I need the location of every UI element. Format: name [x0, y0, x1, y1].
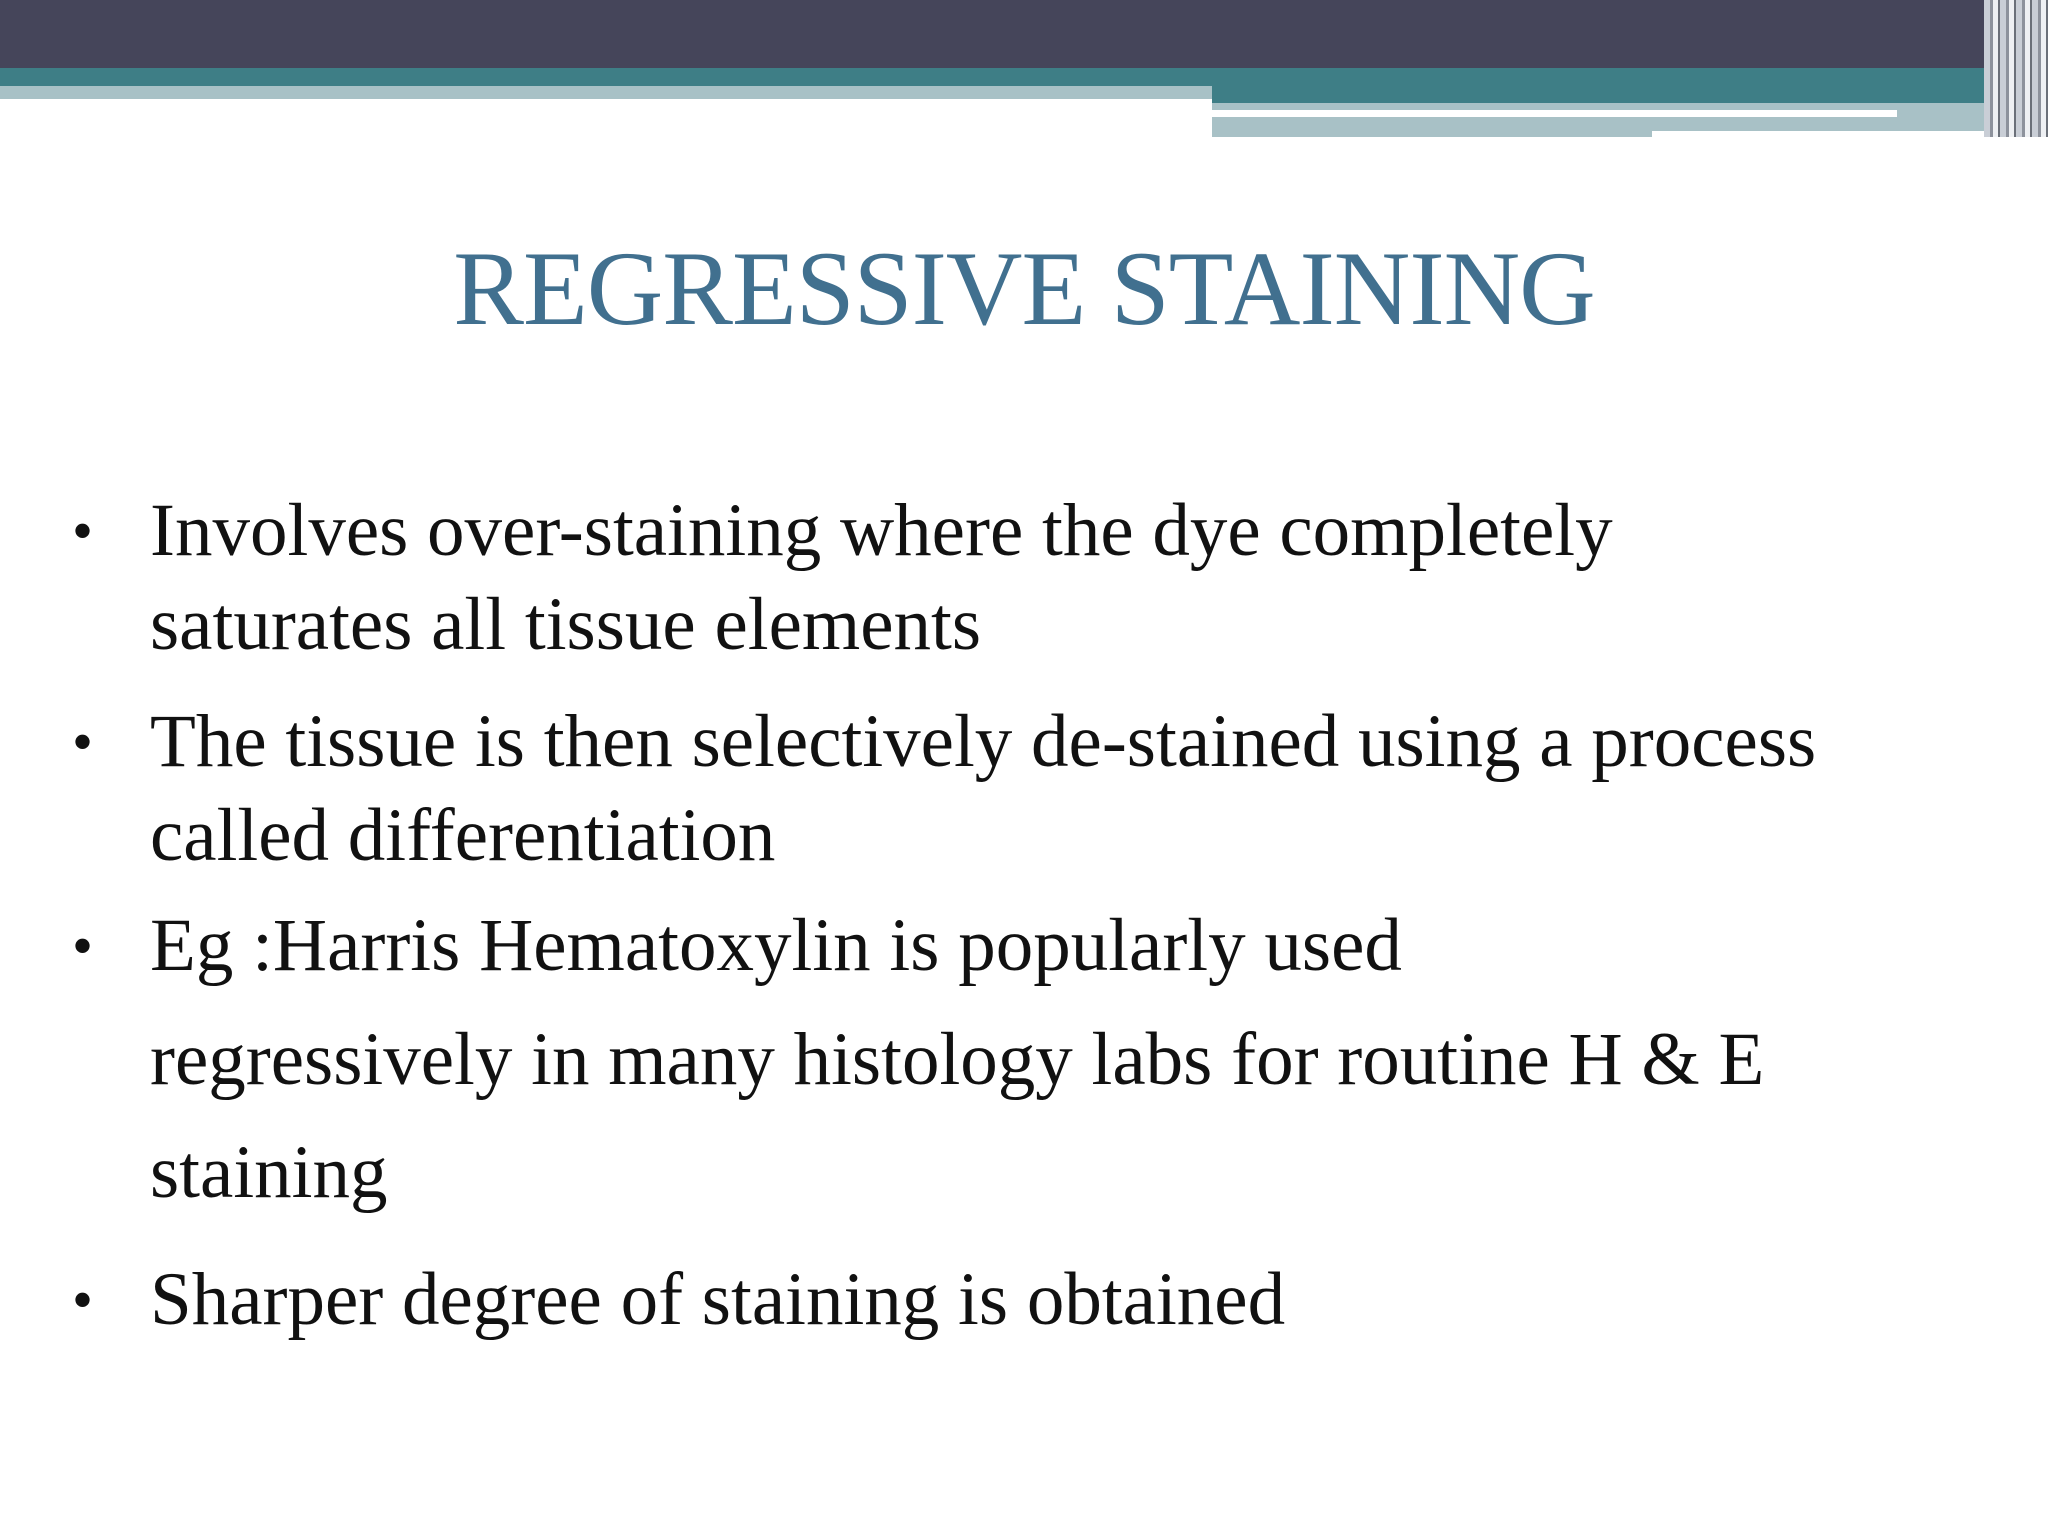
- slide-title: REGRESSIVE STAINING: [453, 230, 1595, 347]
- bullet-marker: •: [72, 913, 94, 979]
- bullet-line: Involves over-staining where the dye completely: [150, 489, 1613, 572]
- bullet-marker: •: [72, 1267, 94, 1333]
- bullet-line: staining: [150, 1131, 388, 1214]
- bullet-marker: •: [72, 498, 94, 564]
- bullet-marker: •: [72, 709, 94, 775]
- bullet-line: Eg :Harris Hematoxylin is popularly used: [150, 904, 1402, 987]
- bullet-line: Sharper degree of staining is obtained: [150, 1258, 1286, 1341]
- bullet-line: regressively in many histology labs for routine H & E: [150, 1018, 1765, 1101]
- bullet-line: The tissue is then selectively de-stained using a process: [150, 700, 1817, 783]
- bullet-line: called differentiation: [150, 794, 776, 877]
- bullet-line: saturates all tissue elements: [150, 583, 982, 666]
